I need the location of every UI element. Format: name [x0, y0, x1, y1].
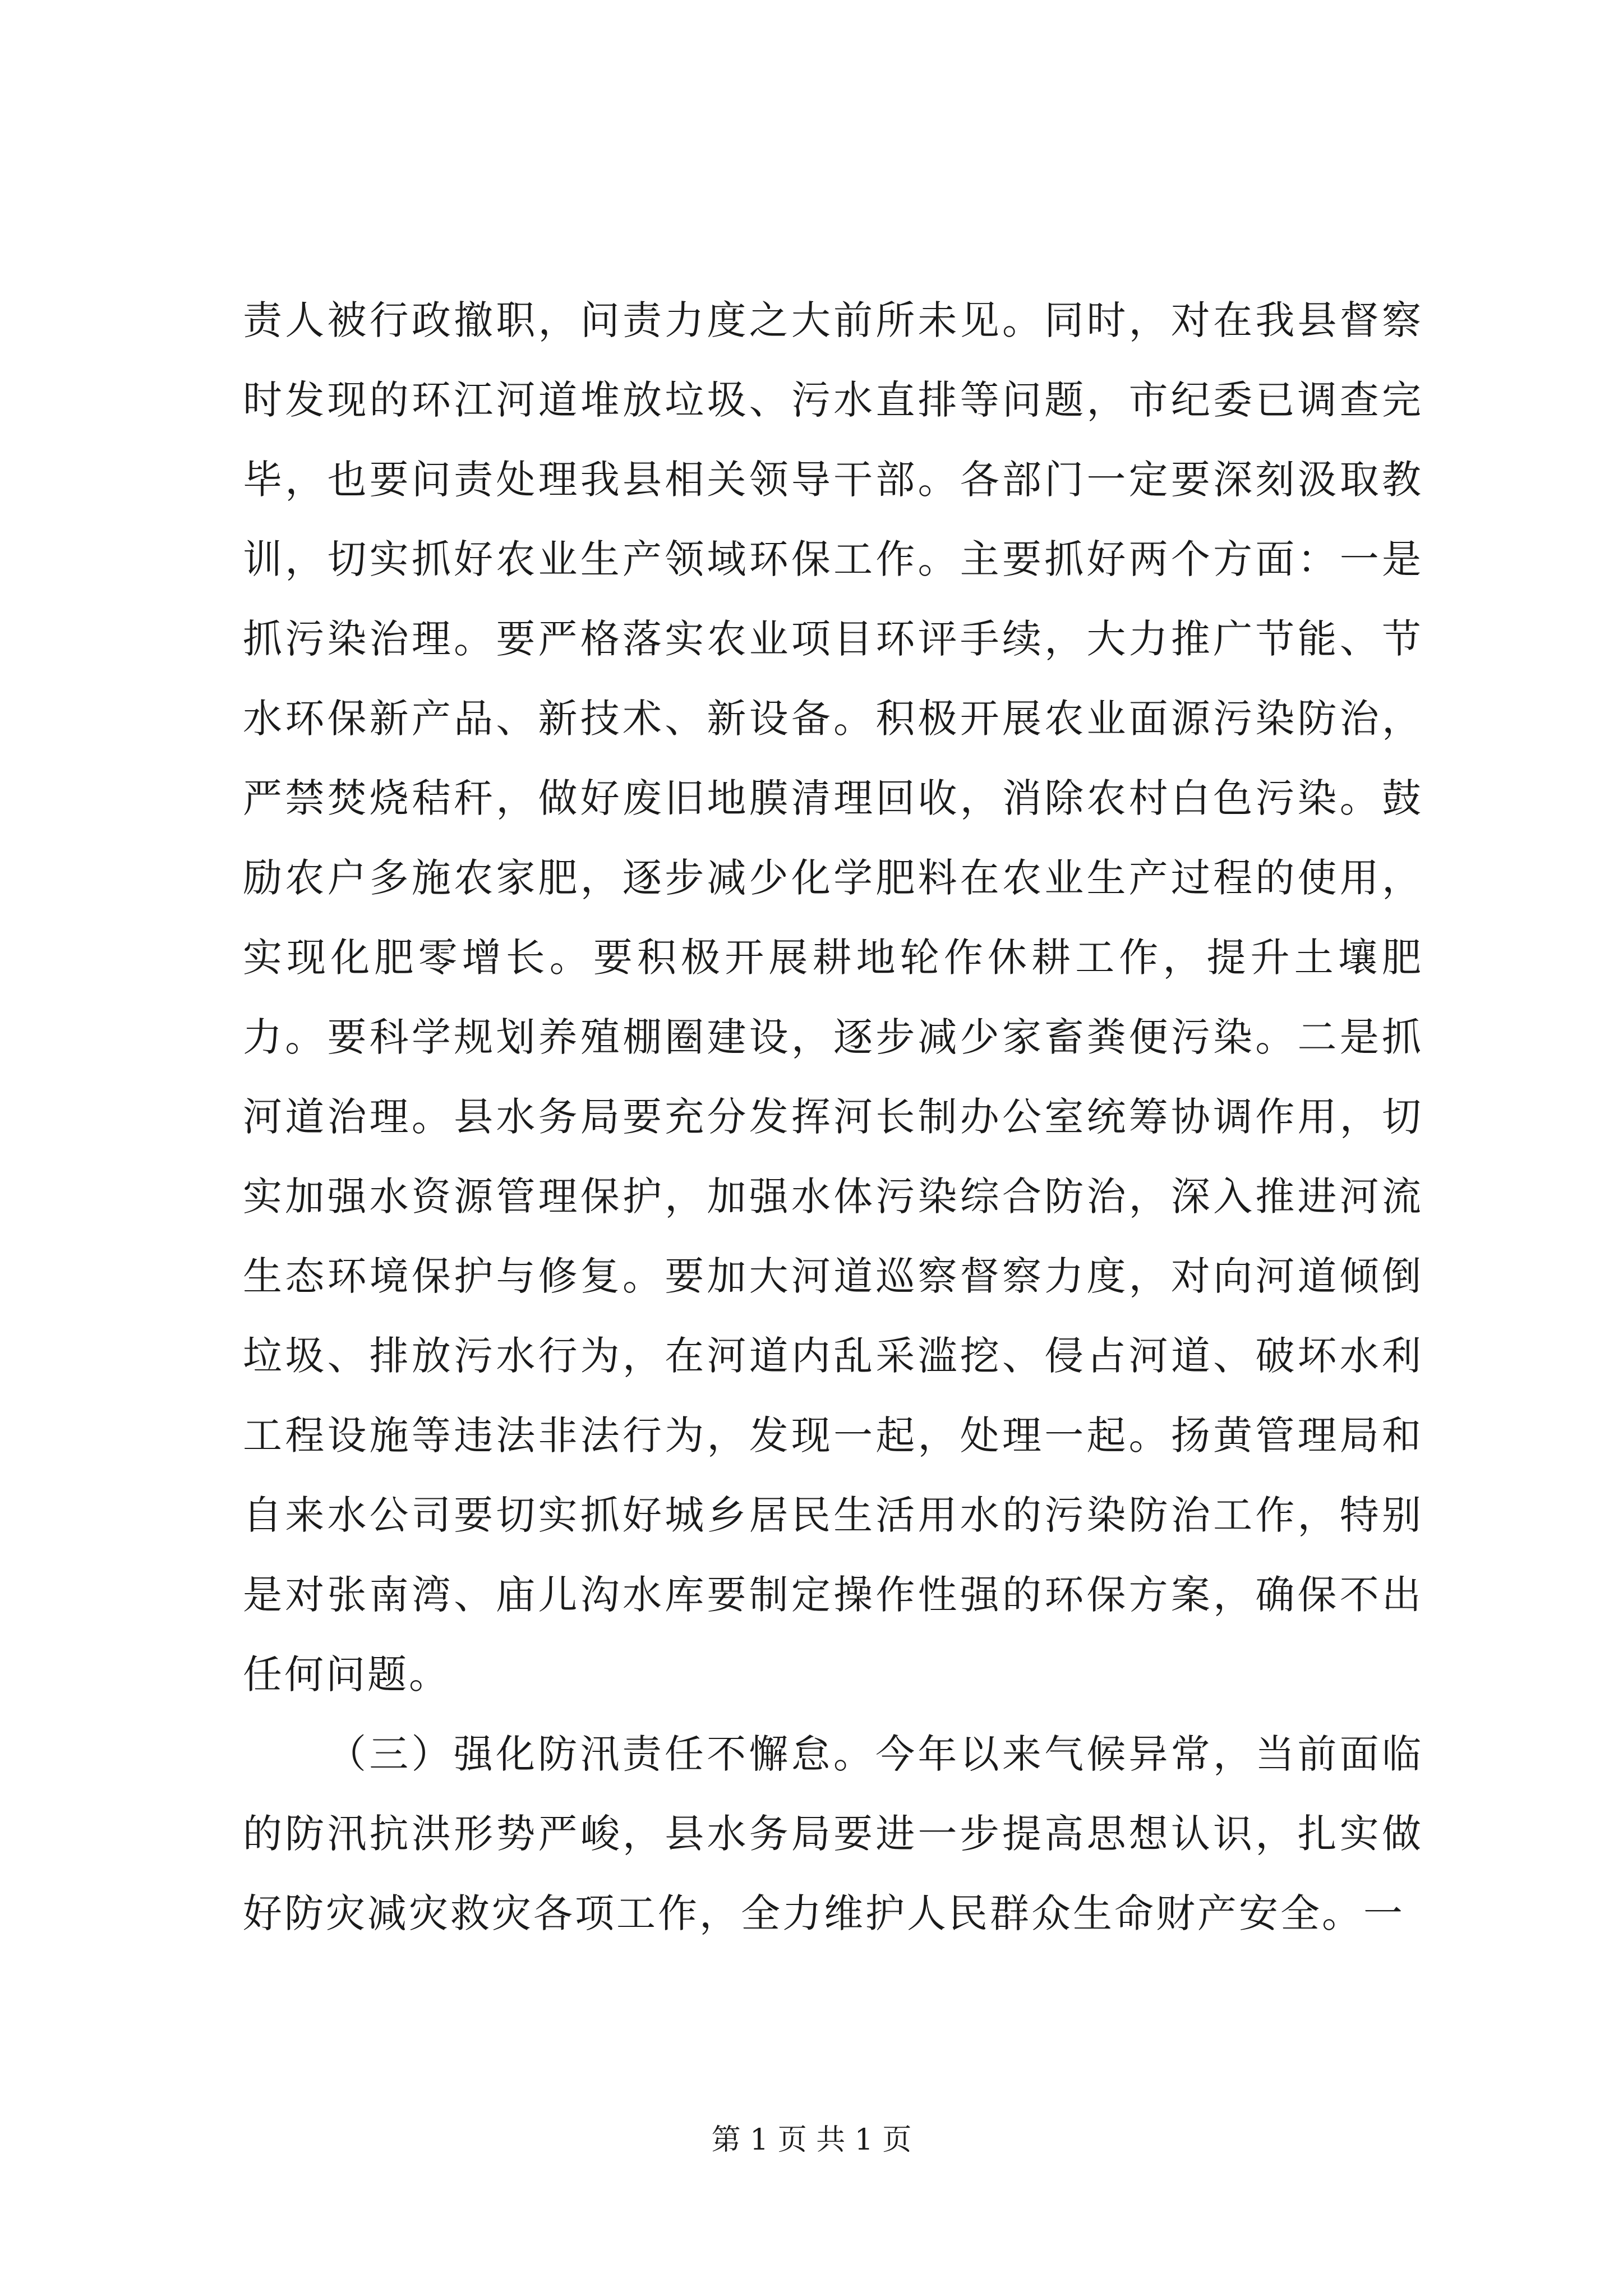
document-body [243, 280, 1423, 1953]
page-number-footer: 第 1 页 共 1 页 [711, 2123, 912, 2157]
paragraph-1: 责人被行政撤职，问责力度之大前所未见。同时，对在我县督察时发现的环江河道堆放垃圾、污水直排等问题，市纪委已调查完毕，也要问责处理我县相关领导干部。各部门一定要深刻汲取教训，切实抓好农业生产领域环保工作。主要抓好两个方面：一是抓污染治理。要严格落实农业项目环评手续，大力推广节能、节水环保新产品、新技术、新设备。积极开展农业面源污染防治，严禁焚烧秸秆，做好废旧地膜清理回收，消除农村白色污染。鼓励农户多施农家肥，逐步减少化学肥料在农业生产过程的使用，实现化肥零增长。要积极开展耕地轮作休耕工作，提升土壤肥力。要科学规划养殖棚圈建设，逐步减少家畜粪便污染。二是抓河道治理。县水务局要充分发挥河长制办公室统筹协调作用，切实加强水资源管理保护，加强水体污染综合防治，深入推进河流生态环境保护与修复。要加大河道巡察督察力度，对向河道倾倒垃圾、排放污水行为，在河道内乱采滥挖、侵占河道、破坏水利工程设施等违法非法行为，发现一起，处理一起。扬黄管理局和自来水公司要切实抓好城乡居民生活用水的污染防治工作，特别是对张南湾、庙儿沟水库要制定操作性强的环保方案，确保不出任何问题。 [243, 297, 1423, 1697]
paragraph-2: （三）强化防汛责任不懈怠。今年以来气候异常，当前面临的防汛抗洪形势严峻，县水务局要进一步提高思想认识，扎实做好防灾减灾救灾各项工作，全力维护人民群众生命财产安全。一 [243, 1731, 1423, 1936]
